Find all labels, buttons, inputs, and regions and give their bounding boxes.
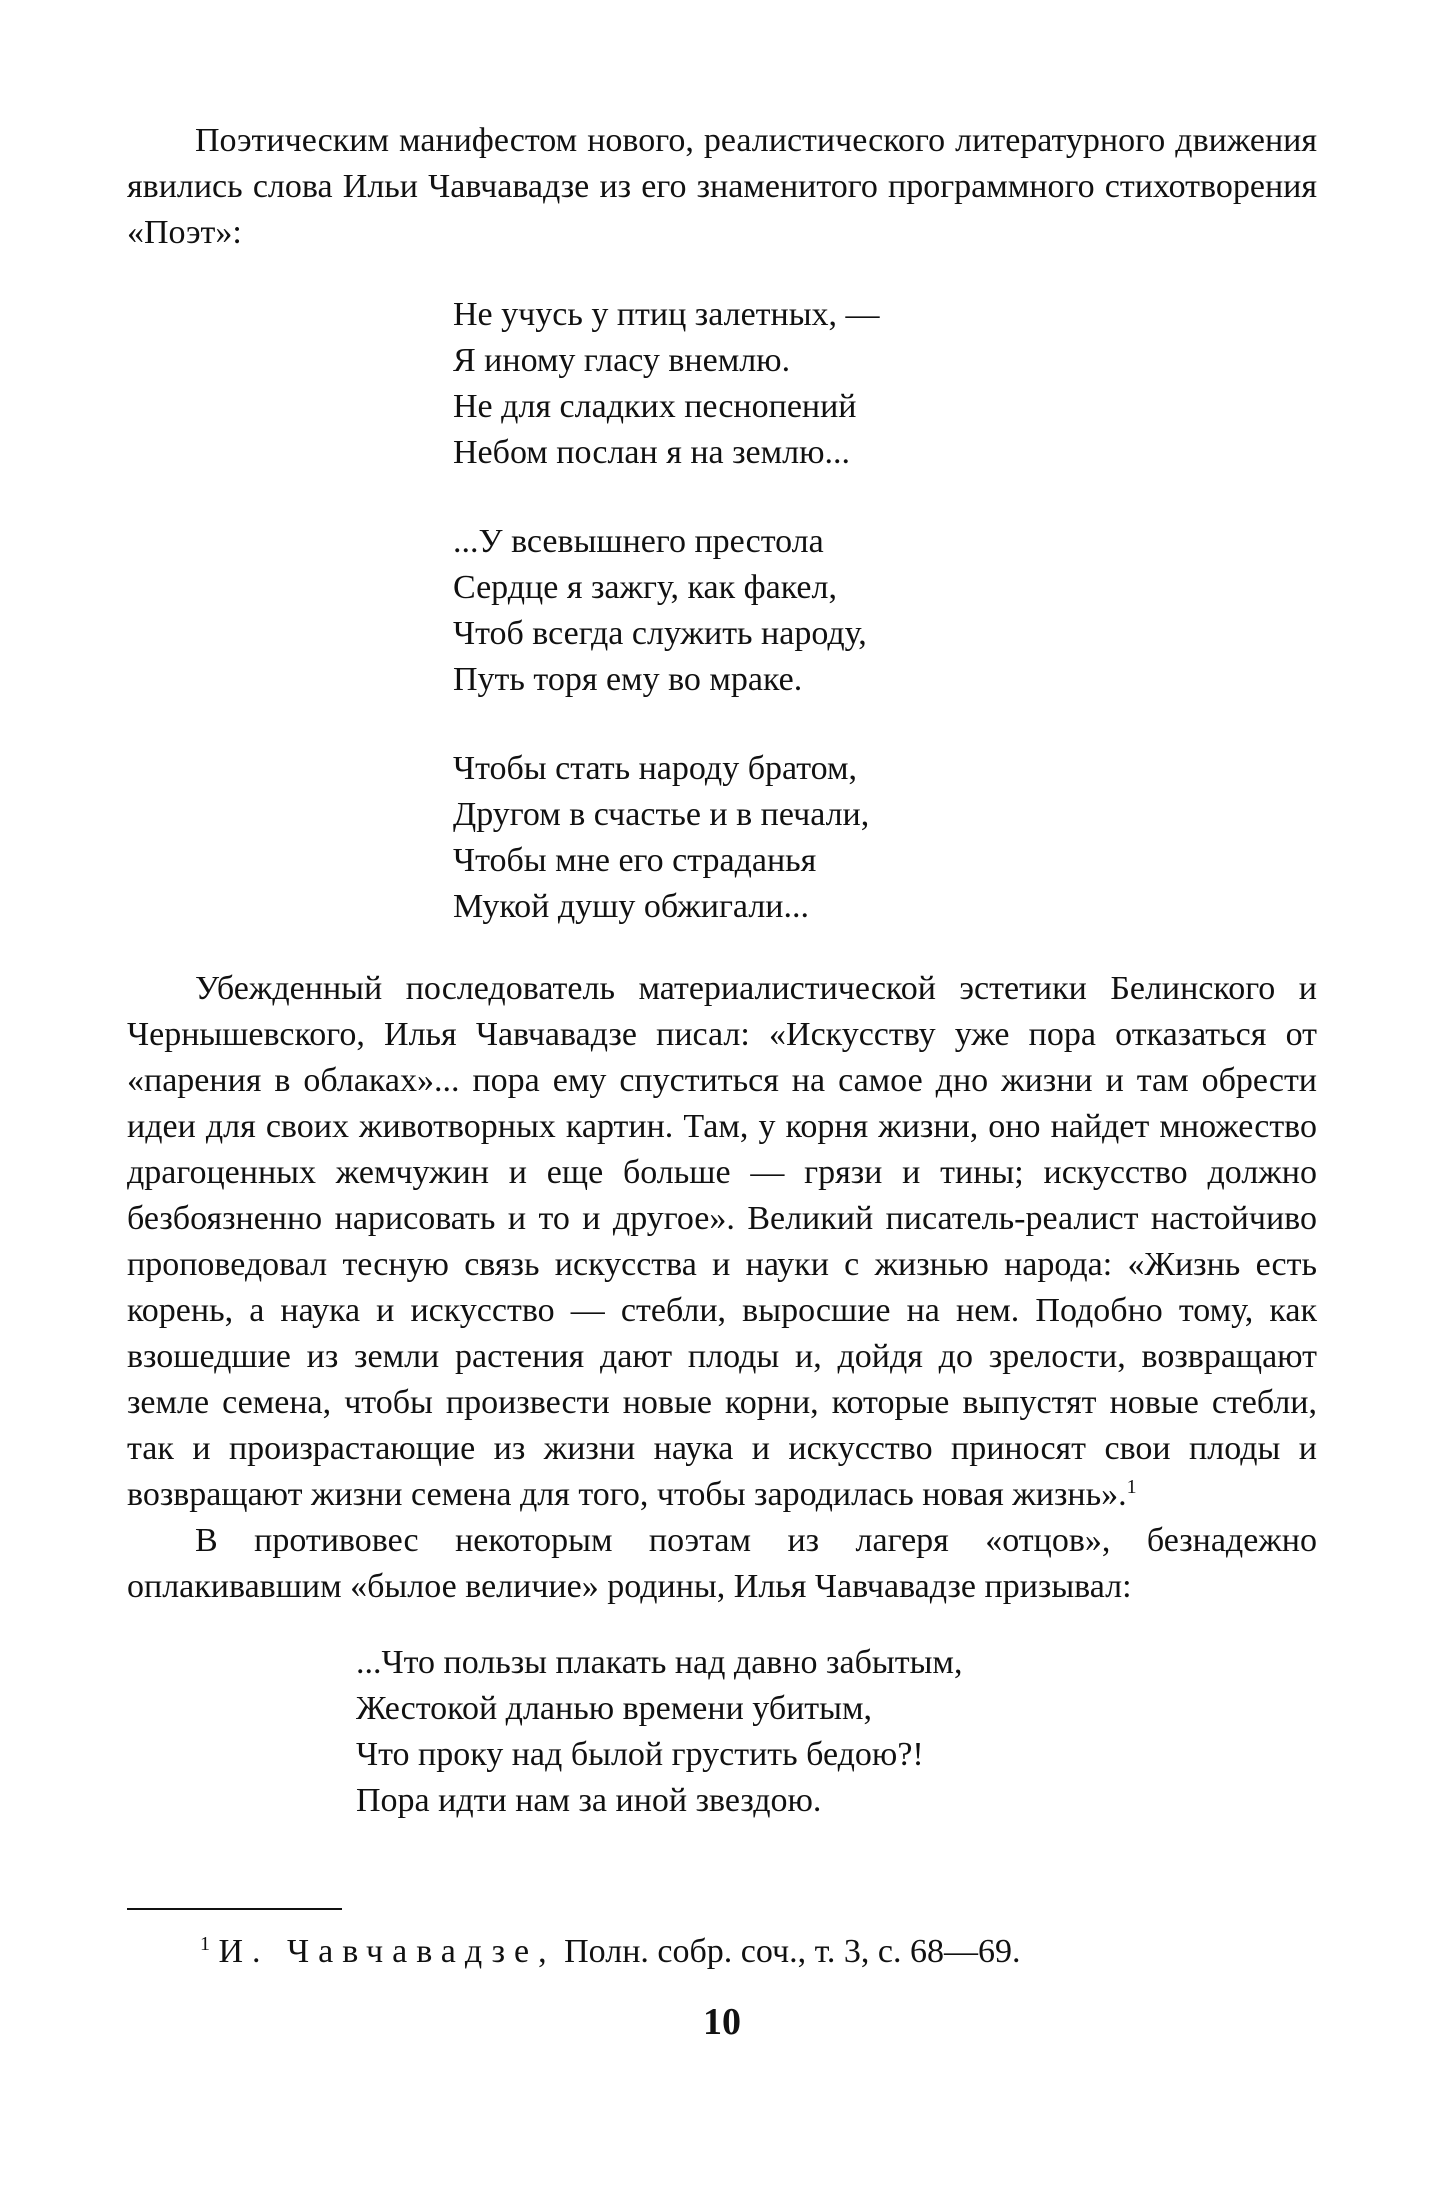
intro-paragraph: Поэтическим манифестом нового, реалистического литературного движения явились слова Ильи Чавчавадзе из его знаменитого программного стихотворения «Поэт»: [127,122,1317,251]
poem-stanza [453,519,1317,703]
verse-line: Пора идти нам за иной звездою. [356,1782,822,1819]
poem-poet [453,292,1317,930]
footnote-author: И. Чавчавадзе, [218,1933,556,1970]
poem-quote [356,1640,1317,1824]
verse-line: Не для сладких песнопений [453,388,857,425]
main-paragraph-text: Убежденный последователь материалистической эстетики Белинского и Чернышевского, Илья Чавчавадзе писал: «Искусству уже пора отказаться от «парения в облаках»... пора ему спуститься на самое дно жизни и там обрести идеи для своих животворных картин. Там, у корня жизни, оно найдет множество драгоценных жемчужин и еще больше — грязи и тины; искусство должно безбоязненно нарисовать и то и другое». Великий писатель-реалист настойчиво проповедовал тесную связь искусства и науки с жизнью народа: «Жизнь есть корень, а наука и искусство — стебли, выросшие на нем. Подобно тому, как взошедшие из земли растения дают плоды и, дойдя до зрелости, возвращают земле семена, чтобы произвести новые корни, которые выпустят новые стебли, так и произрастающие из жизни наука и искусство приносят свои плоды и возвращают жизни семена для того, чтобы зародилась новая жизнь». [127,970,1317,1513]
footnote [200,1930,1021,1974]
verse-line: Не учусь у птиц залетных, — [453,296,880,333]
verse-line: Чтобы стать народу братом, [453,750,857,787]
book-page [127,118,1317,2158]
main-paragraph [127,966,1317,1518]
verse-line: Жестокой дланью времени убитым, [356,1690,873,1727]
verse-line: ...У всевышнего престола [453,523,824,560]
verse-line: Чтоб всегда служить народу, [453,615,867,652]
footnote-citation: Полн. собр. соч., т. 3, с. 68—69. [564,1933,1021,1970]
footnote-divider [127,1908,342,1910]
footnote-reference: 1 [1126,1476,1137,1498]
verse-line: Другом в счастье и в печали, [453,796,870,833]
verse-line: ...Что пользы плакать над давно забытым, [356,1644,963,1681]
verse-line: Чтобы мне его страданья [453,842,817,879]
page-number: 10 [703,2001,741,2043]
footnote-marker: 1 [200,1933,210,1955]
second-paragraph: В противовес некоторым поэтам из лагеря «отцов», безнадежно оплакивавшим «былое величие» родины, Илья Чавчавадзе призывал: [127,1522,1317,1605]
verse-line: Путь торя ему во мраке. [453,661,803,698]
poem-stanza [453,746,1317,930]
verse-line: Мукой душу обжигали... [453,888,809,925]
verse-line: Что проку над былой грустить бедою?! [356,1736,924,1773]
verse-line: Небом послан я на землю... [453,434,851,471]
poem-stanza [453,292,1317,476]
verse-line: Сердце я зажгу, как факел, [453,569,837,606]
verse-line: Я иному гласу внемлю. [453,342,791,379]
